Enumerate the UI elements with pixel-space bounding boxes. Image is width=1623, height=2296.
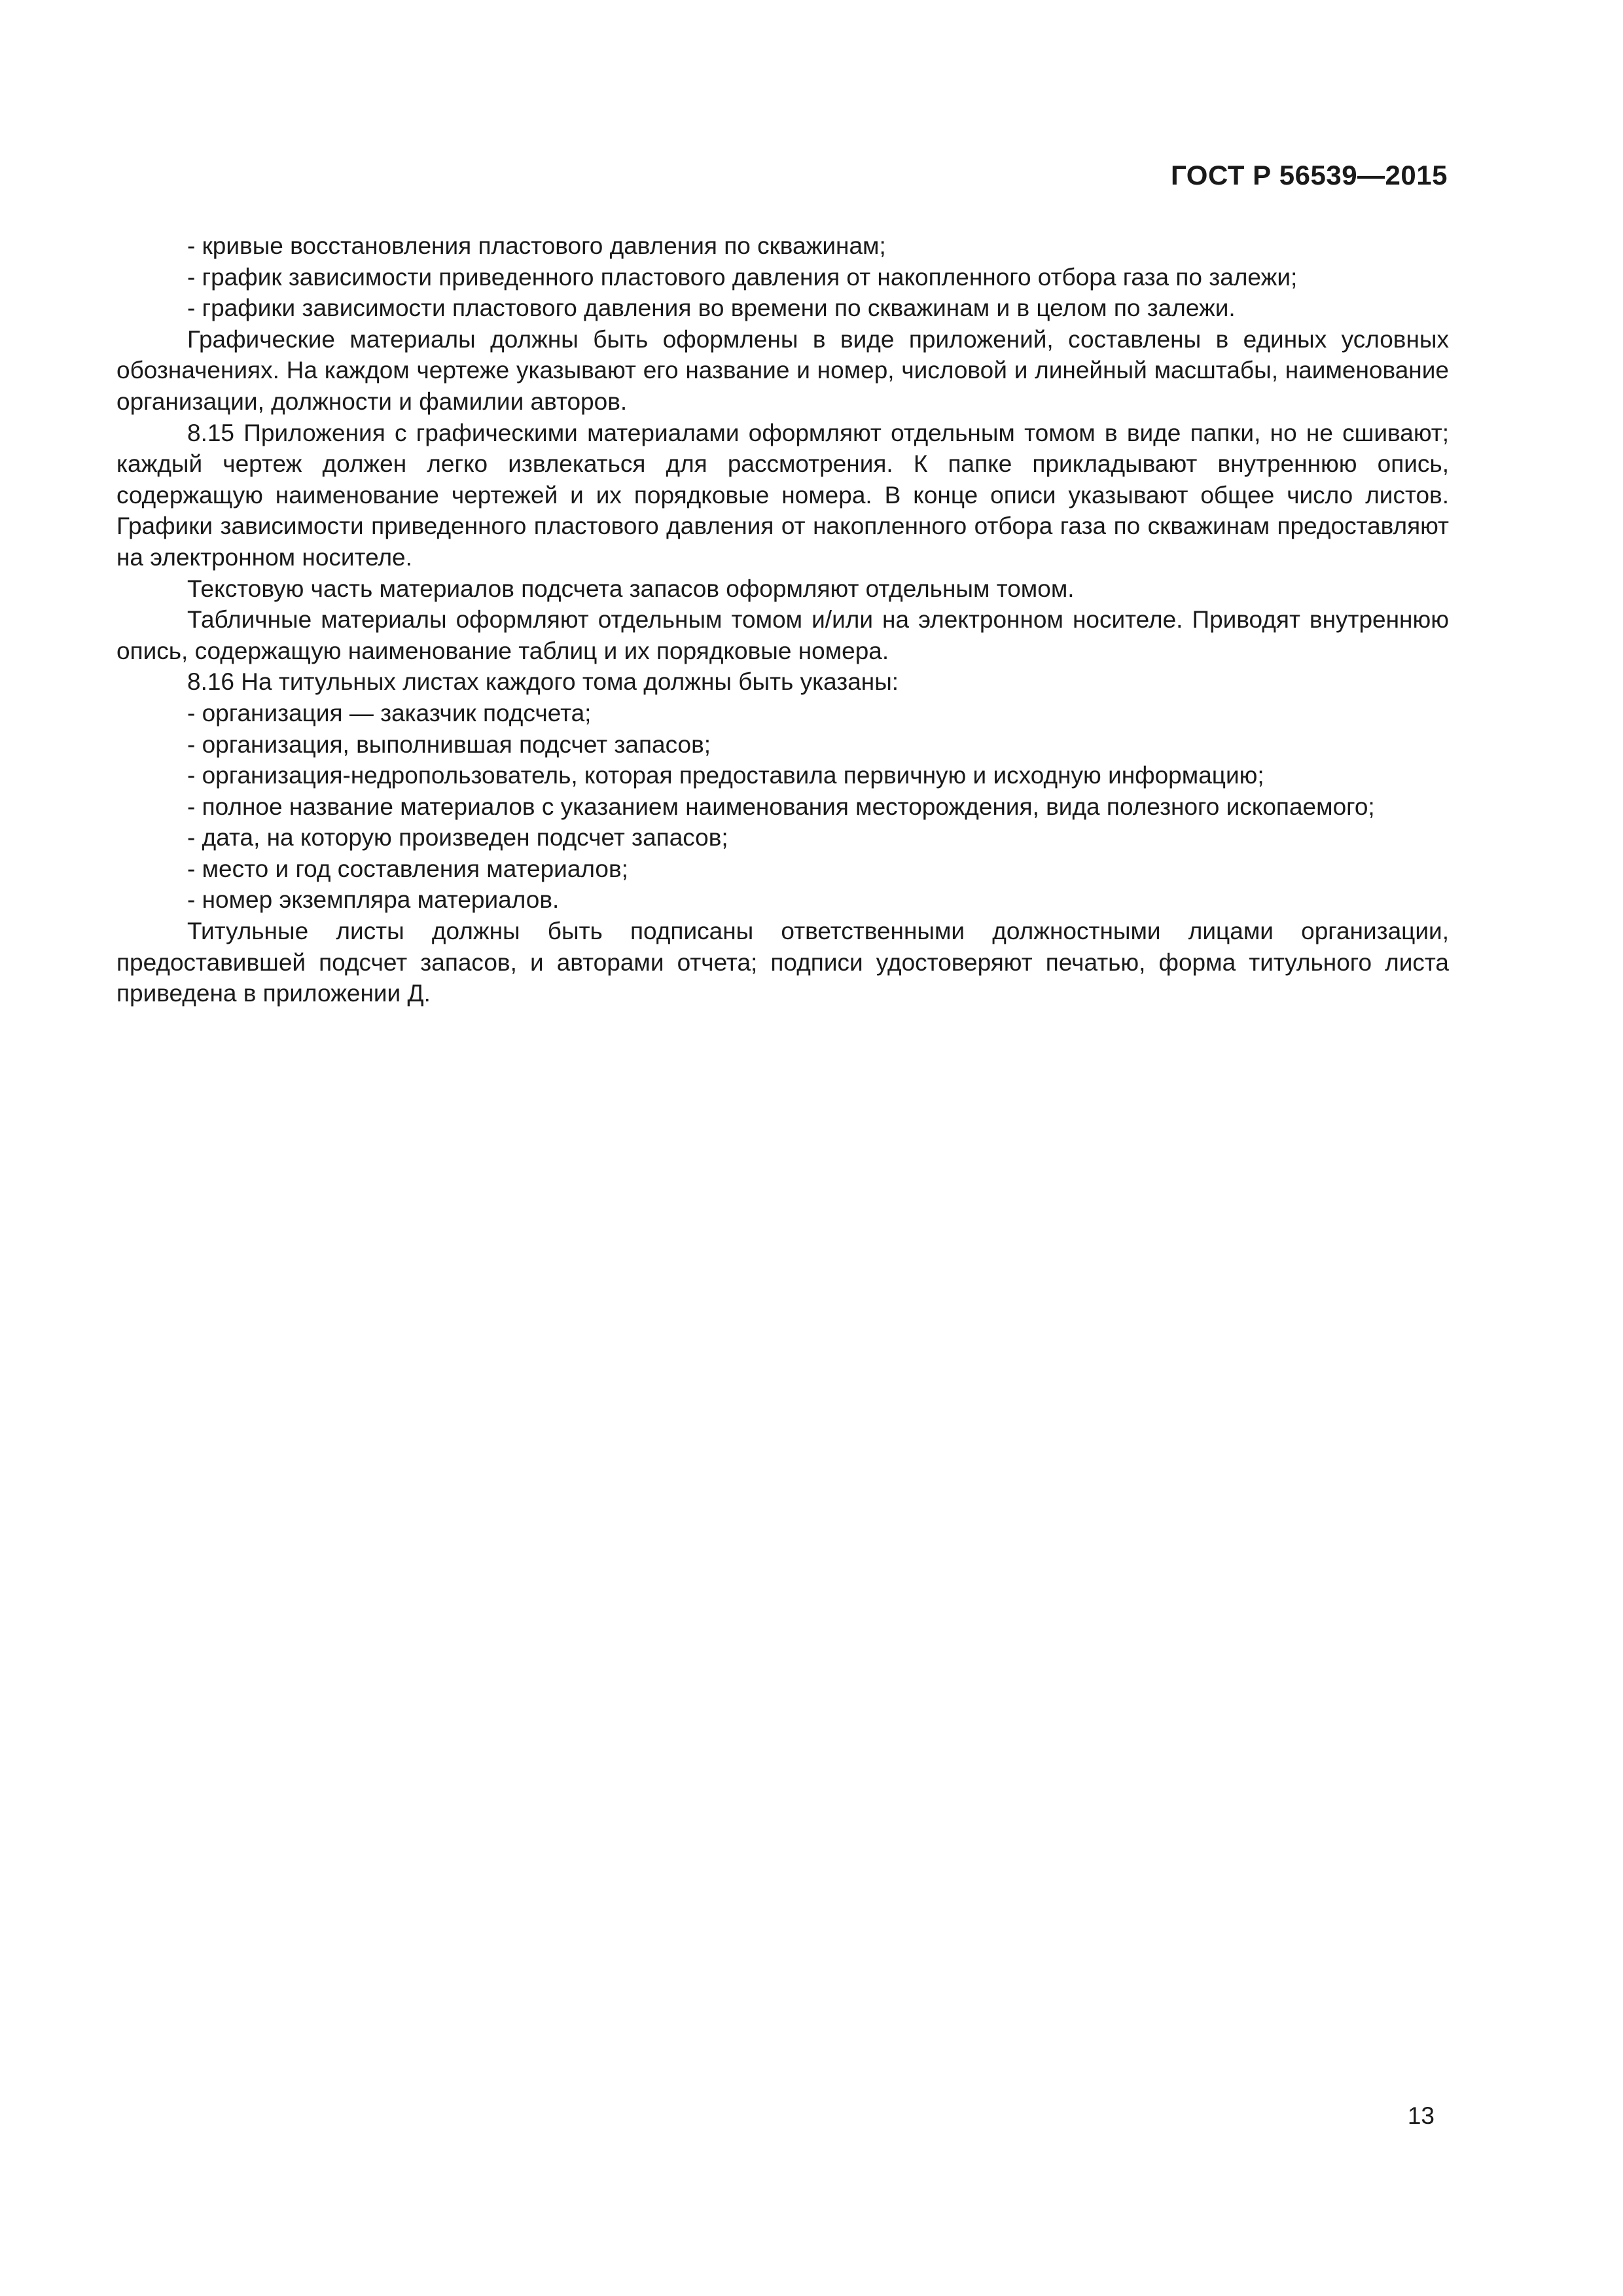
list-item: - номер экземпляра материалов. xyxy=(187,886,560,914)
list-item: - графики зависимости пластового давления во времени по скважинам и в целом по залежи. xyxy=(187,295,1236,322)
document-body xyxy=(116,230,1449,1009)
document-code-header: ГОСТ Р 56539—2015 xyxy=(1171,160,1448,190)
paragraph: Титульные листы должны быть подписаны ответственными должностными лицами организации, предоставившей подсчет запасов, и авторами отчета; подписи удостоверяют печатью, форма титульного листа приведена в приложении Д. xyxy=(116,918,1449,1007)
list-item: - полное название материалов с указанием наименования месторождения, вида полезного ископаемого; xyxy=(187,793,1375,820)
list-item: - организация, выполнившая подсчет запасов; xyxy=(187,730,711,758)
paragraph: Графические материалы должны быть оформлены в виде приложений, составлены в единых условных обозначениях. На каждом чертеже указывают его название и номер, числовой и линейный масштабы, наименование организации, должности и фамилии авторов. xyxy=(116,325,1449,415)
page-number: 13 xyxy=(1407,2102,1435,2129)
list-item: - организация-недропользователь, которая предоставила первичную и исходную информацию; xyxy=(187,762,1264,789)
paragraph: 8.16 На титульных листах каждого тома должны быть указаны: xyxy=(187,668,899,696)
list-item: - кривые восстановления пластового давления по скважинам; xyxy=(187,232,886,259)
list-item: - график зависимости приведенного пластового давления от накопленного отбора газа по залежи; xyxy=(187,263,1298,291)
list-item: - организация — заказчик подсчета; xyxy=(187,699,592,726)
paragraph: 8.15 Приложения с графическими материалами оформляют отдельным томом в виде папки, но не сшивают; каждый чертеж должен легко извлекаться для рассмотрения. К папке прикладывают внутреннюю опись, содержащую наименование чертежей и их порядковые номера. В конце описи указывают общее число листов. Графики зависимости приведенного пластового давления от накопленного отбора газа по скважинам предоставляют на электронном носителе. xyxy=(116,419,1449,571)
list-item: - место и год составления материалов; xyxy=(187,855,628,882)
list-item: - дата, на которую произведен подсчет запасов; xyxy=(187,824,728,852)
paragraph: Табличные материалы оформляют отдельным томом и/или на электронном носителе. Приводят внутреннюю опись, содержащую наименование таблиц и их порядковые номера. xyxy=(116,606,1449,664)
paragraph: Текстовую часть материалов подсчета запасов оформляют отдельным томом. xyxy=(187,575,1075,602)
